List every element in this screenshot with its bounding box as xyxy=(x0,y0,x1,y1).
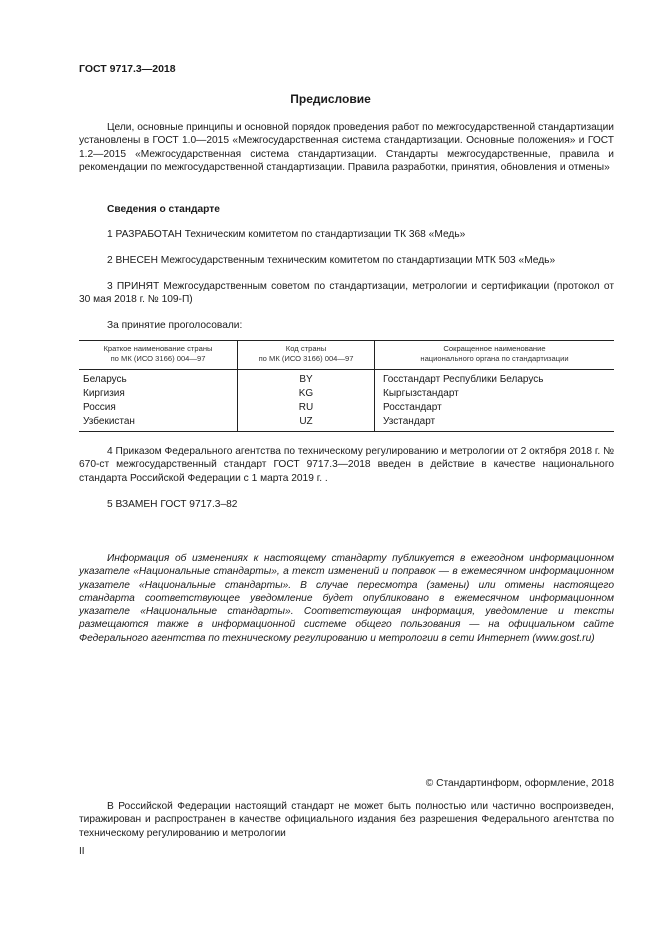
changes-notice: Информация об изменениях к настоящему стандарту публикуется в ежегодном информационном указателе «Национальные стандарты», а текст изменений и поправок — в ежемесячном информационном указателе «Национальные стандарты». В случае пересмотра (замены) или отмены настоящего стандарта соответствующее уведомление будет опубликовано в ежемесячном информационном указателе «Национальные стандарты». Соответствующая информация, уведомление и тексты размещаются также в информационной системе общего пользования — на официальном сайте Федерального агентства по техническому регулированию и метрологии в сети Интернет (www.gost.ru) xyxy=(79,553,614,644)
table-row xyxy=(79,387,614,401)
body-cell: Кыргызстандарт xyxy=(375,387,615,401)
info-heading: Сведения о стандарте xyxy=(107,204,220,215)
country-cell: Узбекистан xyxy=(79,415,238,432)
code-cell: UZ xyxy=(238,415,375,432)
voted-label: За принятие проголосовали: xyxy=(107,320,243,331)
country-cell: Киргизия xyxy=(83,388,125,399)
header-country: Краткое наименование страны по МК (ИСО 3166) 004—97 xyxy=(79,341,238,370)
header-code: Код страны по МК (ИСО 3166) 004—97 xyxy=(238,341,375,370)
body-cell: Госстандарт Республики Беларусь xyxy=(375,370,615,388)
copyright: © Стандартинформ, оформление, 2018 xyxy=(425,778,614,789)
code-cell: RU xyxy=(238,401,375,415)
header-body: Сокращенное наименование национального органа по стандартизации xyxy=(375,341,615,370)
code-cell: BY xyxy=(238,370,375,388)
page-number: II xyxy=(79,846,85,857)
rights-notice: В Российской Федерации настоящий стандарт не может быть полностью или частично воспроизведен, тиражирован и распространен в качестве официального издания без разрешения Федерального агентства по техническому регулированию и метрологии xyxy=(79,801,614,839)
item-adopted: 3 ПРИНЯТ Межгосударственным советом по стандартизации, метрологии и сертификации (протокол от 30 мая 2018 г. № 109-П) xyxy=(79,281,614,306)
country-cell: Россия xyxy=(83,402,116,413)
item-introduced: 2 ВНЕСЕН Межгосударственным техническим комитетом по стандартизации МТК 503 «Медь» xyxy=(107,255,556,266)
item-replaces: 5 ВЗАМЕН ГОСТ 9717.3–82 xyxy=(107,499,238,510)
table-row xyxy=(79,370,614,388)
preface-intro: Цели, основные принципы и основной порядок проведения работ по межгосударственной стандартизации установлены в ГОСТ 1.0—2015 «Межгосударственная система стандартизации. Основные положения» и ГОСТ 1.2—2015 «Межгосударственная система стандартизации. Стандарты межгосударственные, правила и рекомендации по межгосударственной стандартизации. Правила разработки, принятия, обновления и отмены» xyxy=(79,122,614,173)
table-row xyxy=(79,401,614,415)
country-cell: Беларусь xyxy=(83,374,127,385)
code-cell: KG xyxy=(238,387,375,401)
body-cell: Узстандарт xyxy=(375,415,615,432)
table-row xyxy=(79,415,614,432)
votes-table xyxy=(79,340,614,432)
body-cell: Росстандарт xyxy=(375,401,615,415)
table-header-row xyxy=(79,341,614,370)
item-enacted: 4 Приказом Федерального агентства по техническому регулированию и метрологии от 2 октября 2018 г. № 670-ст межгосударственный стандарт ГОСТ 9717.3—2018 введен в действие в качестве национального стандарта Российской Федерации с 1 марта 2019 г. . xyxy=(79,446,614,484)
preface-title: Предисловие xyxy=(290,92,371,106)
standard-code: ГОСТ 9717.3—2018 xyxy=(79,63,176,75)
item-developed: 1 РАЗРАБОТАН Техническим комитетом по стандартизации ТК 368 «Медь» xyxy=(107,229,466,240)
